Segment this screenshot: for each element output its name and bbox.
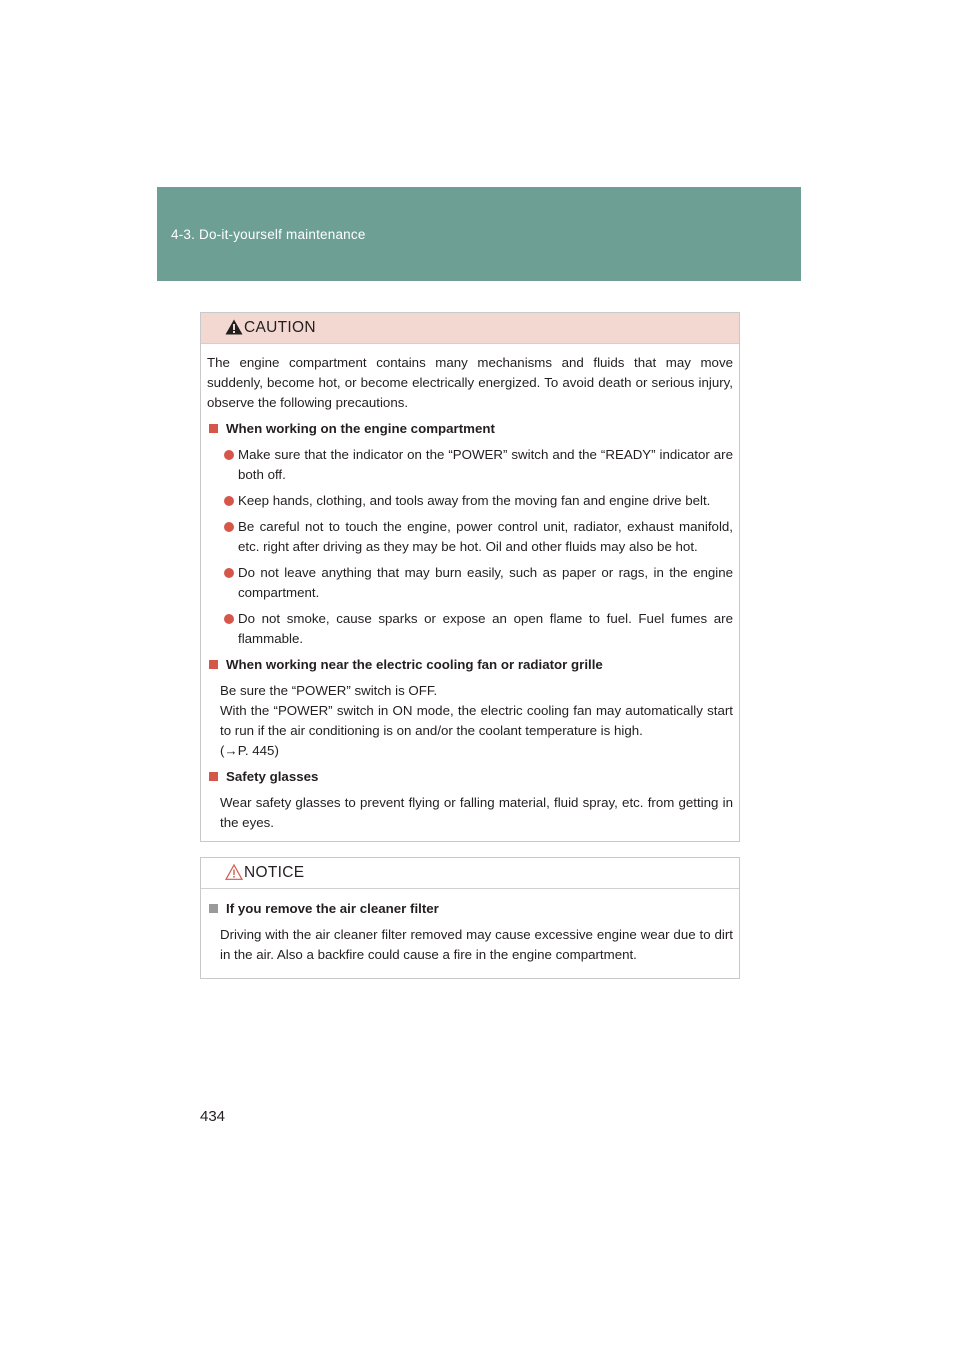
page-number: 434 bbox=[200, 1108, 226, 1125]
section-text: Wear safety glasses to prevent flying or falling material, fluid spray, etc. from getting in the eyes. bbox=[220, 795, 733, 830]
circle-bullet-icon bbox=[224, 522, 234, 532]
section-header-band bbox=[157, 187, 801, 281]
warning-triangle-icon bbox=[225, 319, 243, 335]
caution-box bbox=[200, 312, 740, 842]
list-item: Keep hands, clothing, and tools away from the moving fan and engine drive belt. bbox=[207, 491, 733, 511]
circle-bullet-icon bbox=[224, 614, 234, 624]
circle-bullet-icon bbox=[224, 450, 234, 460]
notice-content bbox=[201, 899, 739, 971]
circle-bullet-icon bbox=[224, 568, 234, 578]
list-item: Make sure that the indicator on the “POWER” switch and the “READY” indicator are both off. bbox=[207, 445, 733, 485]
section-heading: When working near the electric cooling fan or radiator grille bbox=[207, 655, 733, 675]
notice-box bbox=[200, 857, 740, 979]
section-heading: Safety glasses bbox=[207, 767, 733, 787]
page-reference: (→P. 445) bbox=[220, 743, 279, 758]
caution-title: CAUTION bbox=[244, 319, 316, 336]
list-item: Be careful not to touch the engine, power control unit, radiator, exhaust manifold, etc. right after driving as they may be hot. Oil and other fluids may also be hot. bbox=[207, 517, 733, 557]
circle-bullet-icon bbox=[224, 496, 234, 506]
list-item: Do not leave anything that may burn easily, such as paper or rags, in the engine compartment. bbox=[207, 563, 733, 603]
list-item: Do not smoke, cause sparks or expose an open flame to fuel. Fuel fumes are flammable. bbox=[207, 609, 733, 649]
notice-title: NOTICE bbox=[244, 864, 305, 881]
section-heading: If you remove the air cleaner filter bbox=[207, 899, 733, 919]
section-heading: When working on the engine compartment bbox=[207, 419, 733, 439]
square-bullet-icon bbox=[209, 904, 218, 913]
square-bullet-icon bbox=[209, 424, 218, 433]
caution-content bbox=[201, 353, 739, 839]
notice-text: Driving with the air cleaner filter removed may cause excessive engine wear due to dirt in the air. Also a backfire could cause a fire in the engine compartment. bbox=[220, 927, 733, 962]
caution-header bbox=[201, 313, 739, 344]
caution-intro: The engine compartment contains many mechanisms and fluids that may move suddenly, become hot, or become electrically energized. To avoid death or serious injury, observe the following precautions. bbox=[207, 355, 733, 410]
precaution-list bbox=[201, 445, 739, 649]
square-bullet-icon bbox=[209, 772, 218, 781]
notice-header bbox=[201, 858, 739, 889]
section-text: Be sure the “POWER” switch is OFF. With the “POWER” switch in ON mode, the electric cooling fan may automatically start to run if the air conditioning is on and/or the coolant temperature is high. (→P. 445) bbox=[220, 681, 733, 761]
square-bullet-icon bbox=[209, 660, 218, 669]
warning-triangle-outline-icon bbox=[225, 864, 243, 880]
section-title: 4-3. Do-it-yourself maintenance bbox=[171, 227, 366, 242]
